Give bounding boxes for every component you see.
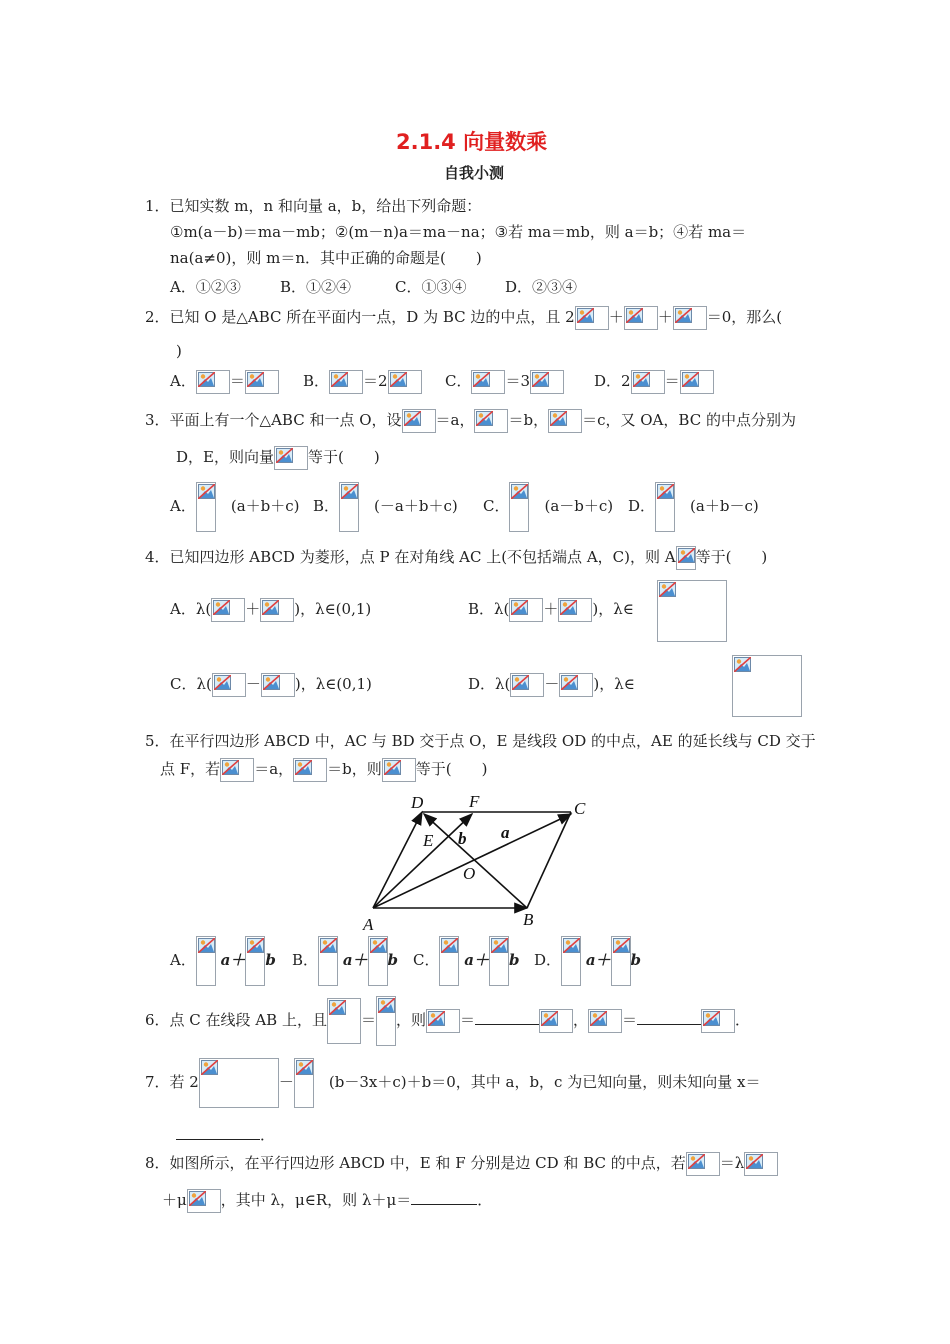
broken-image-icon xyxy=(376,996,396,1046)
broken-image-icon xyxy=(631,370,665,394)
broken-image-icon xyxy=(196,936,216,986)
broken-image-icon xyxy=(199,1058,279,1108)
broken-image-icon xyxy=(732,655,802,717)
broken-image-icon xyxy=(212,673,246,697)
q2-stem: 2．已知 O 是△ABC 所在平面内一点，D 为 BC 边的中点，且 2 xyxy=(145,308,575,326)
broken-image-icon xyxy=(655,482,675,532)
answer-blank[interactable] xyxy=(176,1138,260,1140)
broken-image-icon xyxy=(471,370,505,394)
broken-image-icon xyxy=(439,936,459,986)
label-D: D xyxy=(411,793,424,812)
broken-image-icon xyxy=(686,1152,720,1176)
q4-option-a: A．λ( ＋ )，λ∈(0,1) xyxy=(170,598,371,622)
broken-image-icon xyxy=(575,306,609,330)
broken-image-icon xyxy=(530,370,564,394)
label-O: O xyxy=(463,864,476,883)
label-C: C xyxy=(574,799,586,818)
q5-option-d: D． a＋ b xyxy=(534,936,641,986)
q7-line: 7．若 2 － (b－3x＋c)＋b＝0，其中 a，b，c 为已知向量，则未知向量 x＝ xyxy=(145,1058,760,1108)
broken-image-icon xyxy=(558,598,592,622)
q2-option-a: A． ＝ xyxy=(170,370,279,394)
q3-option-a: A． (a＋b＋c) xyxy=(170,482,300,532)
answer-blank[interactable] xyxy=(411,1203,477,1205)
label-A: A xyxy=(363,915,374,934)
broken-image-icon xyxy=(510,673,544,697)
broken-image-icon xyxy=(474,409,508,433)
q3-option-d: D． (a＋b－c) xyxy=(628,482,759,532)
broken-image-icon xyxy=(426,1009,460,1033)
broken-image-icon xyxy=(339,482,359,532)
q5-option-b: B． a＋ b xyxy=(292,936,398,986)
broken-image-icon xyxy=(211,598,245,622)
broken-image-icon xyxy=(220,758,254,782)
broken-image-icon xyxy=(701,1009,735,1033)
q6-line: 6．点 C 在线段 AB 上，且 ＝ ，则 ＝ ， ＝ ． xyxy=(145,996,750,1046)
broken-image-icon xyxy=(588,1009,622,1033)
q1-option-a: A．①②③ xyxy=(170,278,241,296)
broken-image-icon xyxy=(548,409,582,433)
broken-image-icon xyxy=(245,370,279,394)
q3-option-c: C． (a－b＋c) xyxy=(483,482,613,532)
label-E: E xyxy=(423,831,434,850)
broken-image-icon xyxy=(744,1152,778,1176)
broken-image-icon xyxy=(260,598,294,622)
q2-option-c: C． ＝3 xyxy=(445,370,564,394)
q2-option-b: B． ＝2 xyxy=(303,370,422,394)
broken-image-icon xyxy=(196,482,216,532)
broken-image-icon xyxy=(561,936,581,986)
broken-image-icon xyxy=(382,758,416,782)
broken-image-icon xyxy=(509,482,529,532)
answer-blank[interactable] xyxy=(637,1023,701,1025)
parallelogram-figure xyxy=(355,790,605,935)
q1-line3: na(a≠0)，则 m＝n．其中正确的命题是( ) xyxy=(170,249,482,267)
broken-image-icon xyxy=(318,936,338,986)
q8-line2: ＋μ ，其中 λ，μ∈R，则 λ＋μ＝ ． xyxy=(162,1189,492,1213)
q5-line2: 点 F，若 ＝a， ＝b，则 等于( ) xyxy=(160,758,487,782)
broken-image-icon xyxy=(673,306,707,330)
q1-stem: 1．已知实数 m，n 和向量 a，b，给出下列命题： xyxy=(145,197,482,215)
broken-image-icon xyxy=(261,673,295,697)
q7-answer-line: ． xyxy=(176,1124,275,1145)
broken-image-icon xyxy=(245,936,265,986)
section-subtitle: 自我小测 xyxy=(444,164,505,182)
label-B: B xyxy=(523,910,534,929)
q4-option-d: D．λ( － )，λ∈ xyxy=(468,673,635,697)
broken-image-icon xyxy=(611,936,631,986)
broken-image-icon xyxy=(680,370,714,394)
label-a: a xyxy=(501,823,510,842)
broken-image-icon xyxy=(539,1009,573,1033)
answer-blank[interactable] xyxy=(475,1023,539,1025)
broken-image-icon xyxy=(368,936,388,986)
q3-line2: D，E，则向量 等于( ) xyxy=(176,446,380,470)
broken-image-icon xyxy=(187,1189,221,1213)
broken-image-icon xyxy=(676,546,696,570)
q2-option-d: D．2 ＝ xyxy=(594,370,714,394)
q5-stem: 5．在平行四边形 ABCD 中，AC 与 BD 交于点 O，E 是线段 OD 的中点，AE 的延长线与 CD 交于 xyxy=(145,732,816,750)
q8-line1: 8．如图所示，在平行四边形 ABCD 中，E 和 F 分别是边 CD 和 BC 的中点，若 ＝λ xyxy=(145,1152,778,1176)
broken-image-icon xyxy=(509,598,543,622)
broken-image-icon xyxy=(329,370,363,394)
q1-option-d: D．②③④ xyxy=(505,278,578,296)
broken-image-icon xyxy=(274,446,308,470)
page-title: 2.1.4 向量数乘 xyxy=(396,130,548,154)
q2-stem-line: 2．已知 O 是△ABC 所在平面内一点，D 为 BC 边的中点，且 2 ＋ ＋ ＝0，那么( xyxy=(145,306,782,330)
broken-image-icon xyxy=(402,409,436,433)
label-b: b xyxy=(458,829,467,848)
label-F: F xyxy=(469,792,480,811)
broken-image-icon xyxy=(388,370,422,394)
q4-stem-line: 4．已知四边形 ABCD 为菱形，点 P 在对角线 AC 上(不包括端点 A，C)，则 A 等于( ) xyxy=(145,546,767,570)
q3-stem-line: 3．平面上有一个△ABC 和一点 O，设 ＝a， ＝b， ＝c，又 OA，BC 的中点分别为 xyxy=(145,409,796,433)
broken-image-icon xyxy=(559,673,593,697)
q2-line2: ) xyxy=(176,342,182,360)
q1-option-b: B．①②④ xyxy=(280,278,352,296)
broken-image-icon xyxy=(293,758,327,782)
broken-image-icon xyxy=(624,306,658,330)
q4-option-c: C．λ( － )，λ∈(0,1) xyxy=(170,673,372,697)
broken-image-icon xyxy=(657,580,727,642)
q2-tail: ＝0，那么( xyxy=(706,308,783,326)
broken-image-icon xyxy=(327,998,361,1044)
broken-image-icon xyxy=(196,370,230,394)
q5-option-a: A． a＋ b xyxy=(170,936,276,986)
q5-option-c: C． a＋ b xyxy=(413,936,520,986)
broken-image-icon xyxy=(489,936,509,986)
q1-option-c: C．①③④ xyxy=(395,278,467,296)
q3-option-b: B． (－a＋b＋c) xyxy=(313,482,458,532)
q4-option-b: B．λ( ＋ )，λ∈ xyxy=(468,598,634,622)
broken-image-icon xyxy=(294,1058,314,1108)
q1-line2: ①m(a－b)＝ma－mb；②(m－n)a＝ma－na；③若 ma＝mb，则 a＝b；④若 ma＝ xyxy=(170,223,747,241)
